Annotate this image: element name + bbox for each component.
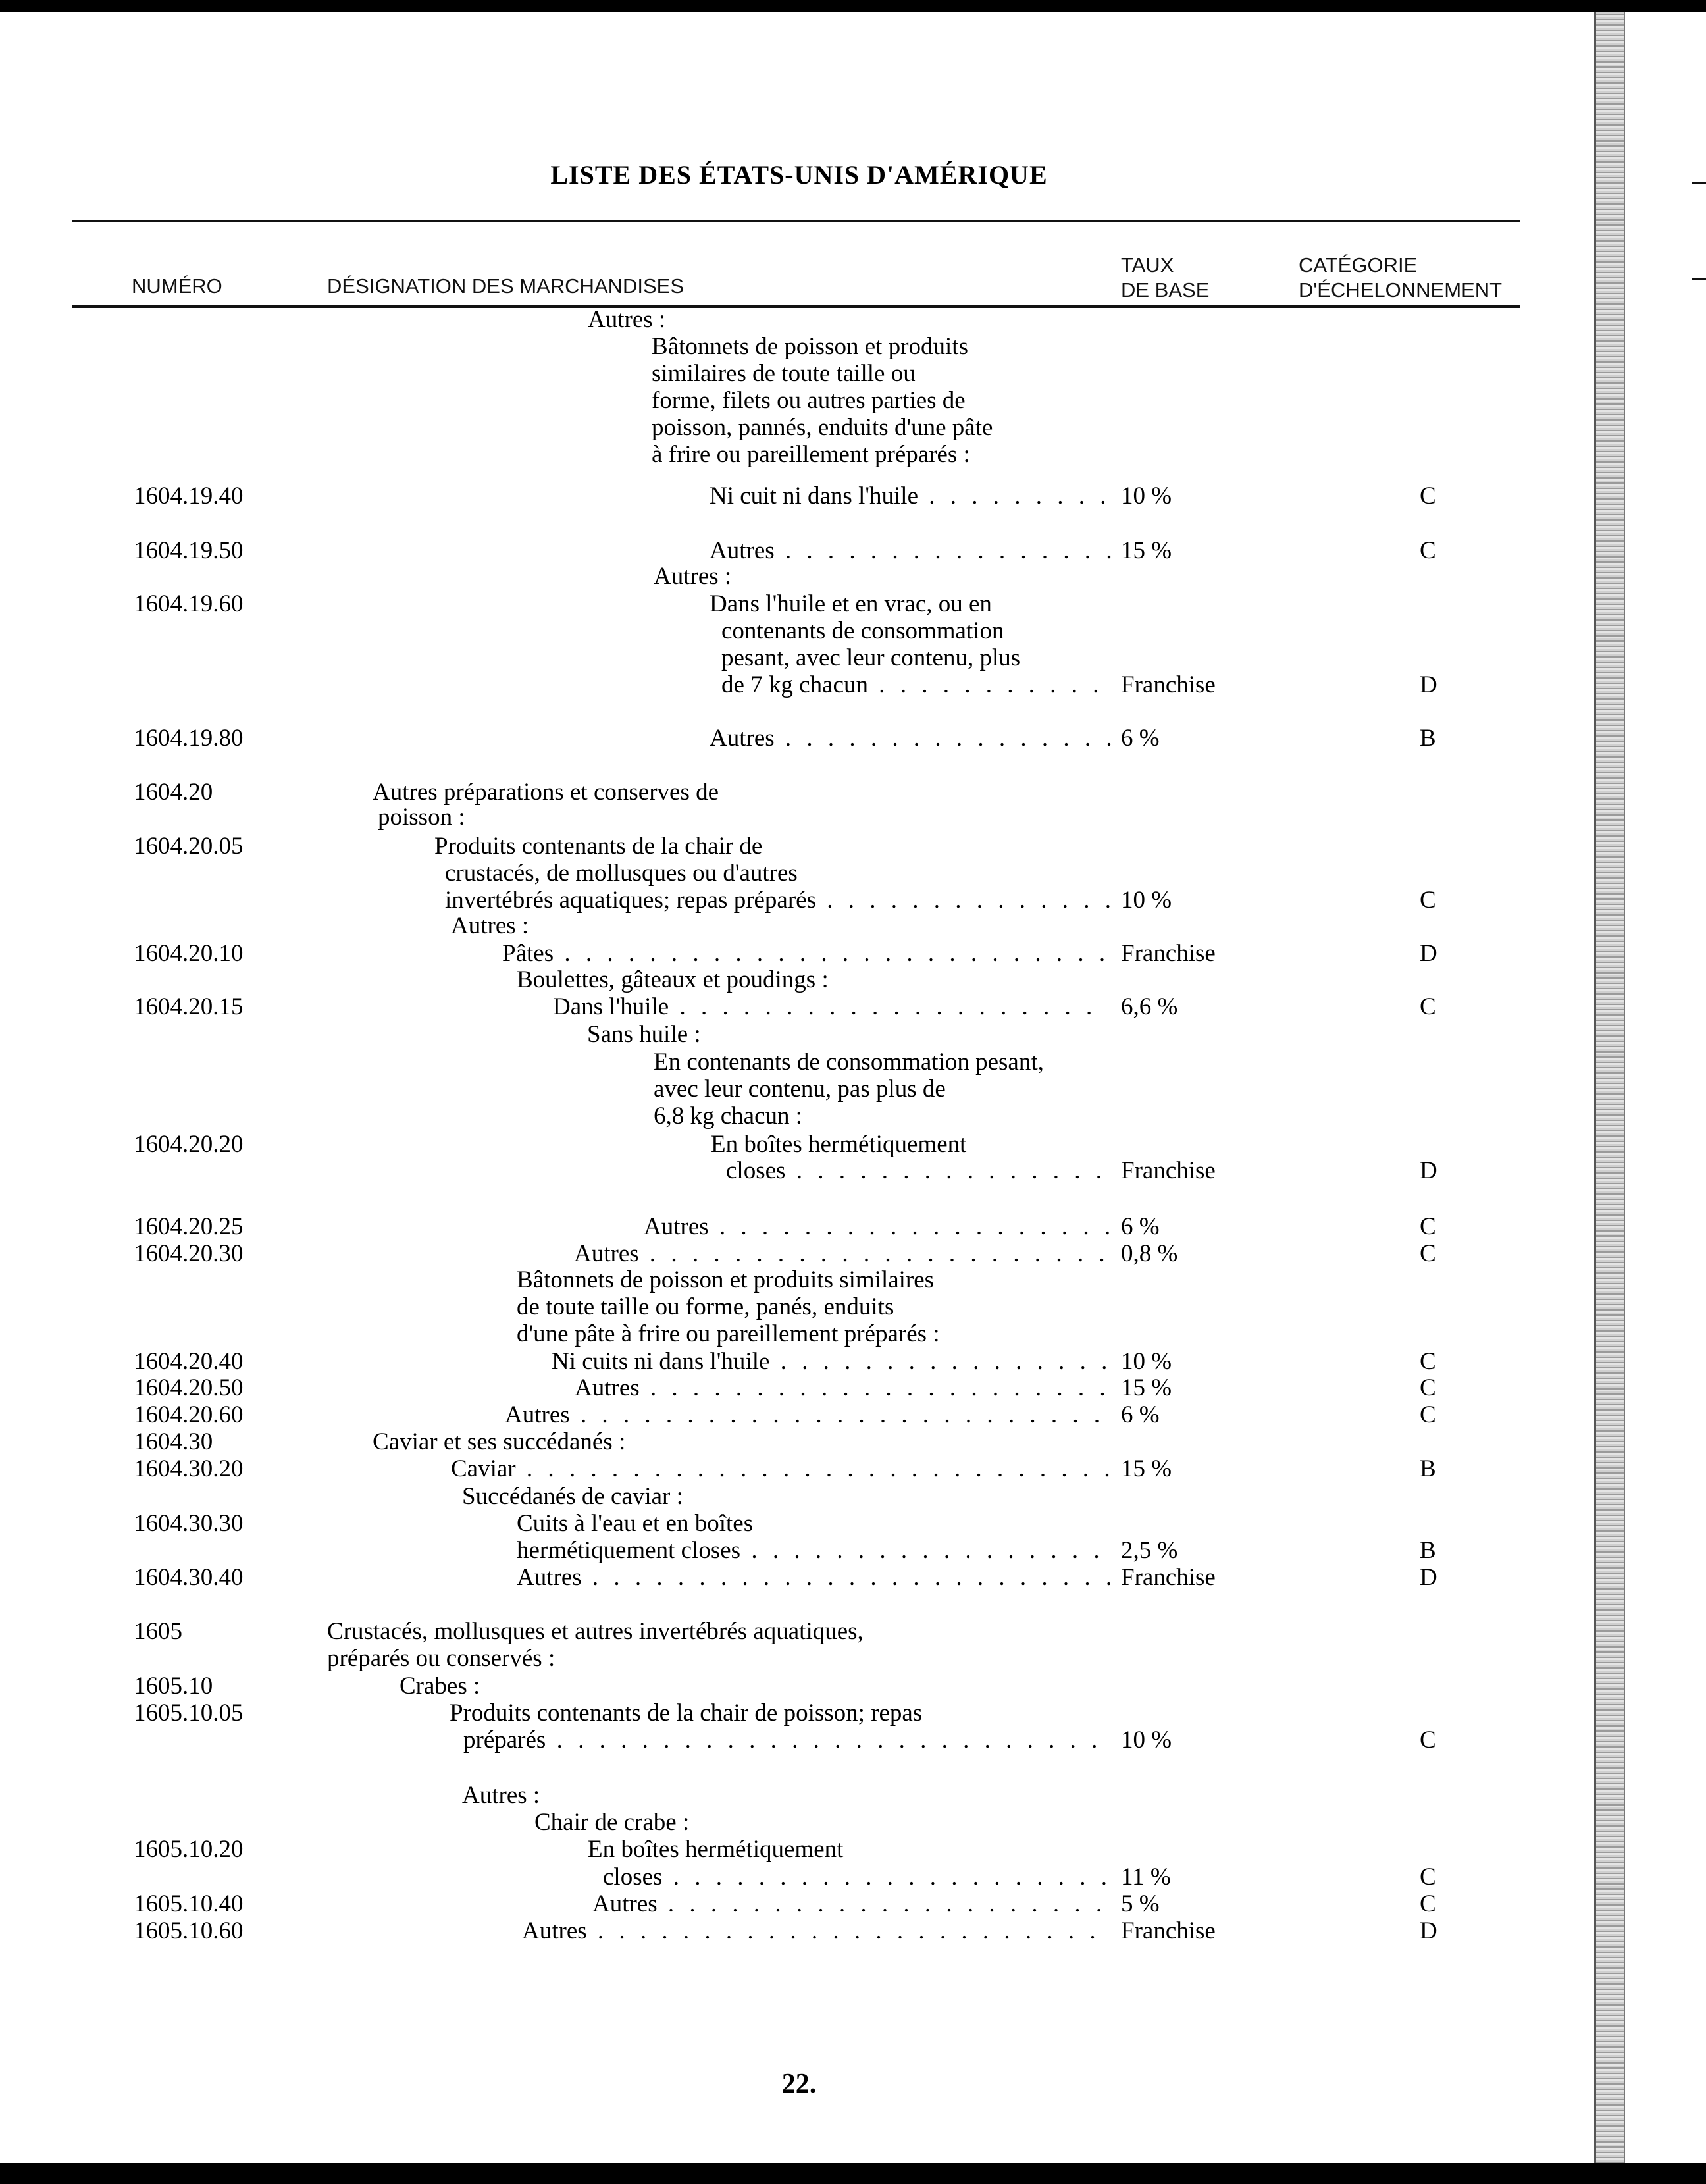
tariff-code: 1604.20.25 [134,1213,244,1240]
tariff-code: 1604.20.30 [134,1240,244,1267]
description-text: Autres : [588,306,666,333]
description-text: Autres [574,1240,639,1267]
tariff-code: 1604.20.60 [134,1401,244,1428]
base-rate: Franchise [1121,1157,1216,1184]
description-text: Autres [710,725,775,752]
goods-description [654,1049,1044,1076]
goods-description [463,1727,1102,1754]
staging-category: B [1420,1455,1436,1482]
goods-description [400,1673,480,1700]
goods-description [575,1375,1110,1401]
column-header-designation: DÉSIGNATION DES MARCHANDISES [327,274,685,298]
staging-category: D [1420,1157,1437,1184]
description-text: Crabes : [400,1673,480,1700]
edge-tick-mark [1692,278,1706,280]
description-text: 6,8 kg chacun : [654,1103,803,1130]
goods-description [652,442,970,468]
tariff-code: 1605.10.05 [134,1700,244,1727]
goods-description [588,1836,843,1863]
base-rate: 0,8 % [1121,1240,1178,1267]
goods-description [517,1267,934,1293]
staging-category: C [1420,1727,1436,1754]
tariff-code: 1604.30.40 [134,1564,244,1591]
tariff-code: 1604.30.20 [134,1455,244,1482]
description-text: Produits contenants de la chair de [434,833,763,860]
dot-leader: . . . . . . . . . . . . . . . . . . . . . . . . . . [554,940,1110,967]
tariff-code: 1604.19.40 [134,482,244,509]
goods-description [592,1891,1106,1917]
goods-description [603,1864,1112,1890]
description-text: Dans l'huile [553,993,669,1020]
dot-leader: . . . . . . . . . . . . . . . . . . . . . . [638,1240,1110,1267]
goods-description [710,538,1117,564]
document-page [0,12,1598,2163]
tariff-code: 1604.20.05 [134,833,244,860]
goods-description [327,1619,864,1645]
goods-description [505,1402,1104,1428]
dot-leader: . . . . . . . . . . . . . . . . . . . . . [657,1890,1107,1917]
description-text: préparés ou conservés : [327,1645,556,1672]
column-header-taux-line1: TAUX [1121,253,1174,276]
base-rate: 15 % [1121,1455,1172,1482]
tariff-code: 1604.20.15 [134,993,244,1020]
staging-category: C [1420,1890,1436,1917]
description-text: En contenants de consommation pesant, [654,1049,1044,1076]
description-text: forme, filets ou autres parties de [652,387,966,414]
goods-description [710,483,1111,509]
description-text: Ni cuit ni dans l'huile [710,482,919,509]
goods-description [654,1076,946,1103]
description-text: Caviar [451,1455,516,1482]
description-text: Bâtonnets de poisson et produits similaires [517,1266,935,1293]
goods-description [710,591,992,617]
description-text: contenants de consommation [721,617,1004,644]
staging-category: D [1420,940,1437,967]
dot-leader: . . . . . . . . . . . . . . . . . . . . . . . . . . . . [515,1455,1115,1482]
base-rate: 10 % [1121,1727,1172,1754]
goods-description [644,1214,1115,1240]
dot-leader: . . . . . . . . . . . . . . . . [774,725,1117,752]
column-header-numero: NUMÉRO [132,274,222,298]
dot-leader: . . . . . . . . . . . . . . . . . . . . . . . . . . [546,1727,1102,1754]
goods-description [517,1321,940,1347]
goods-description [378,804,465,831]
description-text: invertébrés aquatiques; repas préparés [445,887,816,914]
staging-category: D [1420,1564,1437,1591]
goods-description [434,833,762,860]
description-text: Bâtonnets de poisson et produits [652,333,968,360]
goods-description [534,1809,689,1836]
dot-leader: . . . . . . . . . . . . . . . . . . . . . . . . . [569,1401,1105,1428]
header-bottom-rule [72,305,1520,308]
goods-description [451,913,529,939]
tariff-code: 1605 [134,1618,182,1645]
description-text: Autres préparations et conserves de [373,779,719,806]
goods-description [517,1511,753,1537]
description-text: de toute taille ou forme, panés, enduits [517,1293,894,1320]
goods-description [726,1158,1106,1184]
goods-description [517,1538,1104,1564]
dot-leader: . . . . . . . . . . . . . . . . . . . . . [662,1863,1112,1890]
goods-description [721,645,1020,671]
description-text: Autres [505,1401,570,1428]
dot-leader: . . . . . . . . . . . . . . . . . . . . . . . . [586,1917,1100,1944]
description-text: Autres : [654,563,732,590]
description-text: Dans l'huile et en vrac, ou en [710,590,992,617]
base-rate: 10 % [1121,482,1172,509]
base-rate: Franchise [1121,1917,1216,1944]
goods-description [462,1782,540,1809]
dot-leader: . . . . . . . . . . . . . . . [785,1157,1106,1184]
tariff-code: 1605.10.60 [134,1917,244,1944]
goods-description [522,1918,1100,1944]
tariff-code: 1604.30.30 [134,1510,244,1537]
goods-description [445,860,798,887]
base-rate: 6 % [1121,725,1160,752]
goods-description [721,672,1103,698]
description-text: Autres [710,537,775,564]
base-rate: 10 % [1121,887,1172,914]
goods-description [652,361,916,387]
dot-leader: . . . . . . . . . . . . . . [816,887,1116,914]
staging-category: C [1420,1240,1436,1267]
column-header-taux [1121,253,1209,303]
goods-description [517,1294,894,1320]
goods-description [654,1103,802,1130]
base-rate: 5 % [1121,1890,1160,1917]
tariff-code: 1604.19.60 [134,590,244,617]
base-rate: Franchise [1121,1564,1216,1591]
description-text: Crustacés, mollusques et autres invertébrés aquatiques, [327,1618,864,1645]
tariff-code: 1604.20.20 [134,1131,244,1158]
tariff-code: 1605.10.40 [134,1890,244,1917]
description-text: Sans huile : [587,1021,701,1048]
page-title: LISTE DES ÉTATS-UNIS D'AMÉRIQUE [550,160,1048,190]
staging-category: D [1420,1917,1437,1944]
description-text: poisson : [378,804,465,831]
base-rate: 6 % [1121,1213,1160,1240]
dot-leader: . . . . . . . . . . . . . . . . . [740,1537,1104,1564]
description-text: Autres : [462,1782,540,1809]
goods-description [711,1131,966,1158]
staging-category: C [1420,482,1436,509]
base-rate: 15 % [1121,537,1172,564]
goods-description [587,1022,701,1048]
base-rate: 10 % [1121,1348,1172,1375]
tariff-code: 1604.30 [134,1428,213,1455]
description-text: hermétiquement closes [517,1537,741,1564]
goods-description [517,967,829,993]
description-text: closes [726,1157,786,1184]
description-text: Produits contenants de la chair de poisson; repas [450,1700,923,1727]
dot-leader: . . . . . . . . . . . . . . . . [774,537,1117,564]
tariff-code: 1604.20 [134,779,213,806]
goods-description [373,1429,625,1455]
tariff-code: 1604.20.40 [134,1348,244,1375]
description-text: Caviar et ses succédanés : [373,1428,626,1455]
column-header-categorie [1299,253,1502,303]
description-text: Autres : [451,912,529,939]
book-binding-edge [1594,12,1625,2163]
description-text: En boîtes hermétiquement [588,1836,844,1863]
base-rate: Franchise [1121,940,1216,967]
description-text: similaires de toute taille ou [652,360,916,387]
staging-category: C [1420,887,1436,914]
goods-description [462,1484,683,1510]
goods-description [552,1349,1112,1375]
dot-leader: . . . . . . . . . . . . . . . . . . . . . . . . . [581,1564,1117,1591]
goods-description [450,1700,922,1727]
description-text: Pâtes [502,940,554,967]
description-text: Autres [592,1890,658,1917]
description-text: avec leur contenu, pas plus de [654,1076,946,1103]
column-header-categorie-line1: CATÉGORIE [1299,253,1418,276]
goods-description [652,334,968,360]
dot-leader: . . . . . . . . . [918,482,1111,509]
goods-description [652,388,966,414]
staging-category: C [1420,1348,1436,1375]
description-text: closes [603,1863,663,1890]
dot-leader: . . . . . . . . . . . . . . . . . . . [708,1213,1116,1240]
column-header-taux-line2: DE BASE [1121,278,1210,301]
column-header-categorie-line2: D'ÉCHELONNEMENT [1299,278,1503,301]
description-text: pesant, avec leur contenu, plus [721,644,1021,671]
edge-tick-mark [1692,182,1706,184]
goods-description [327,1646,555,1672]
base-rate: 6 % [1121,1401,1160,1428]
base-rate: 2,5 % [1121,1537,1178,1564]
description-text: poisson, pannés, enduits d'une pâte [652,414,993,441]
base-rate: 11 % [1121,1863,1171,1890]
description-text: Autres [644,1213,709,1240]
tariff-code: 1604.19.80 [134,725,244,752]
description-text: Autres [522,1917,587,1944]
description-text: Succédanés de caviar : [462,1483,683,1510]
base-rate: 15 % [1121,1374,1172,1401]
tariff-code: 1605.10 [134,1673,213,1700]
dot-leader: . . . . . . . . . . . . . . . . [769,1348,1112,1375]
description-text: Chair de crabe : [534,1809,690,1836]
description-text: Ni cuits ni dans l'huile [552,1348,770,1375]
staging-category: C [1420,1401,1436,1428]
staging-category: D [1420,671,1437,698]
tariff-code: 1604.19.50 [134,537,244,564]
staging-category: C [1420,993,1436,1020]
goods-description [517,1565,1116,1591]
header-top-rule [72,220,1520,222]
description-text: de 7 kg chacun [721,671,868,698]
description-text: Autres [575,1374,640,1401]
goods-description [451,1456,1115,1482]
description-text: Autres [517,1564,582,1591]
dot-leader: . . . . . . . . . . . [867,671,1104,698]
base-rate: Franchise [1121,671,1216,698]
tariff-code: 1604.20.10 [134,940,244,967]
page-number: 22. [781,2069,817,2099]
tariff-code: 1604.20.50 [134,1374,244,1401]
base-rate: 6,6 % [1121,993,1178,1020]
goods-description [654,563,731,590]
staging-category: B [1420,725,1436,752]
tariff-code: 1605.10.20 [134,1836,244,1863]
description-text: En boîtes hermétiquement [711,1131,967,1158]
goods-description [445,887,1116,914]
goods-description [710,725,1117,752]
description-text: Boulettes, gâteaux et poudings : [517,966,829,993]
goods-description [553,994,1097,1020]
dot-leader: . . . . . . . . . . . . . . . . . . . . . . [639,1374,1110,1401]
description-text: crustacés, de mollusques ou d'autres [445,860,798,887]
goods-description [502,941,1110,967]
description-text: Cuits à l'eau et en boîtes [517,1510,754,1537]
description-text: d'une pâte à frire ou pareillement préparés : [517,1320,940,1347]
goods-description [588,307,665,333]
staging-category: C [1420,1213,1436,1240]
goods-description [574,1241,1110,1267]
goods-description [721,618,1004,644]
dot-leader: . . . . . . . . . . . . . . . . . . . . [669,993,1097,1020]
staging-category: C [1420,537,1436,564]
staging-category: C [1420,1374,1436,1401]
description-text: à frire ou pareillement préparés : [652,441,970,468]
description-text: préparés [463,1727,546,1754]
goods-description [652,415,993,441]
staging-category: C [1420,1863,1436,1890]
staging-category: B [1420,1537,1436,1564]
goods-description [373,779,719,806]
